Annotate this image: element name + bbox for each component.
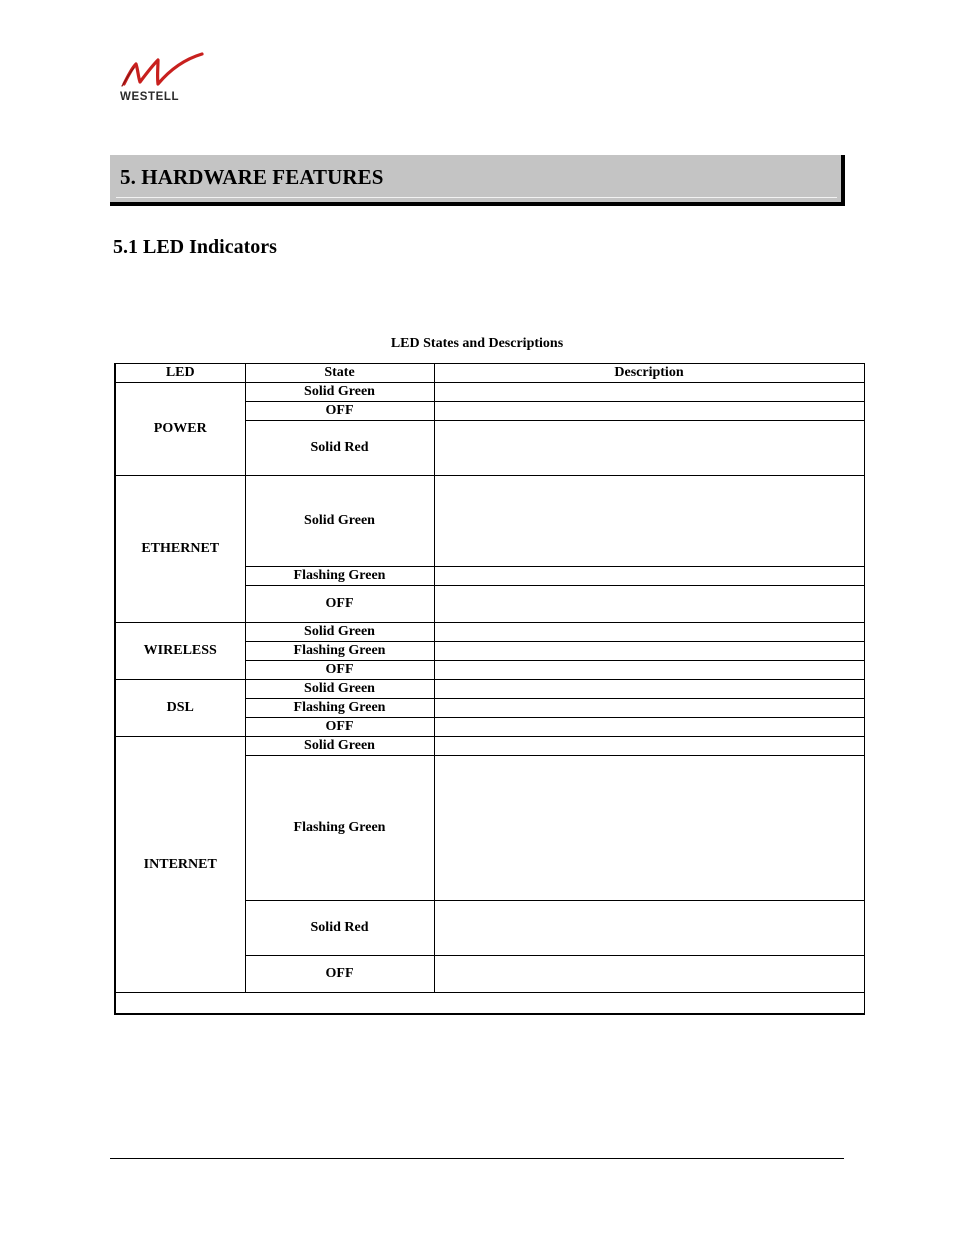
section-title: 5.1 LED Indicators	[113, 236, 277, 258]
state-cell: Solid Red	[245, 901, 434, 956]
description-cell	[434, 718, 864, 737]
logo-wordmark: WESTELL	[120, 91, 180, 103]
state-cell: OFF	[245, 956, 434, 993]
table-row	[115, 623, 864, 642]
led-table	[114, 363, 865, 1015]
state-cell: Flashing Green	[245, 756, 434, 901]
column-header-state: State	[245, 364, 434, 383]
column-header-description: Description	[434, 364, 864, 383]
description-cell	[434, 421, 864, 476]
state-cell: Solid Red	[245, 421, 434, 476]
description-cell	[434, 661, 864, 680]
led-name-dsl: DSL	[115, 680, 245, 737]
state-cell: OFF	[245, 718, 434, 737]
description-cell	[434, 642, 864, 661]
state-cell: OFF	[245, 402, 434, 421]
led-name-ethernet: ETHERNET	[115, 476, 245, 623]
description-cell	[434, 680, 864, 699]
chapter-title: 5. HARDWARE FEATURES	[120, 165, 384, 189]
led-name-wireless: WIRELESS	[115, 623, 245, 680]
state-cell: Flashing Green	[245, 567, 434, 586]
table-caption: LED States and Descriptions	[390, 336, 564, 351]
table-row	[115, 680, 864, 699]
table-row	[115, 476, 864, 567]
state-cell: OFF	[245, 586, 434, 623]
state-cell: Solid Green	[245, 476, 434, 567]
description-cell	[434, 383, 864, 402]
led-name-internet: INTERNET	[115, 737, 245, 993]
chapter-heading-bar	[110, 155, 845, 206]
chapter-bar-highlight	[116, 197, 837, 198]
column-header-led: LED	[115, 364, 245, 383]
state-cell: Solid Green	[245, 383, 434, 402]
state-cell: OFF	[245, 661, 434, 680]
state-cell: Flashing Green	[245, 699, 434, 718]
description-cell	[434, 586, 864, 623]
description-cell	[434, 956, 864, 993]
state-cell: Flashing Green	[245, 642, 434, 661]
state-cell: Solid Green	[245, 623, 434, 642]
description-cell	[434, 567, 864, 586]
description-cell	[434, 737, 864, 756]
state-cell: Solid Green	[245, 737, 434, 756]
description-cell	[434, 901, 864, 956]
table-footer-row	[115, 993, 864, 1015]
description-cell	[434, 402, 864, 421]
table-header-row	[115, 364, 864, 383]
description-cell	[434, 623, 864, 642]
table-footer-cell	[115, 993, 864, 1015]
led-name-power: POWER	[115, 383, 245, 476]
footer-rule	[110, 1158, 844, 1159]
description-cell	[434, 699, 864, 718]
description-cell	[434, 756, 864, 901]
description-cell	[434, 476, 864, 567]
state-cell: Solid Green	[245, 680, 434, 699]
table-row	[115, 737, 864, 756]
table-row	[115, 383, 864, 402]
